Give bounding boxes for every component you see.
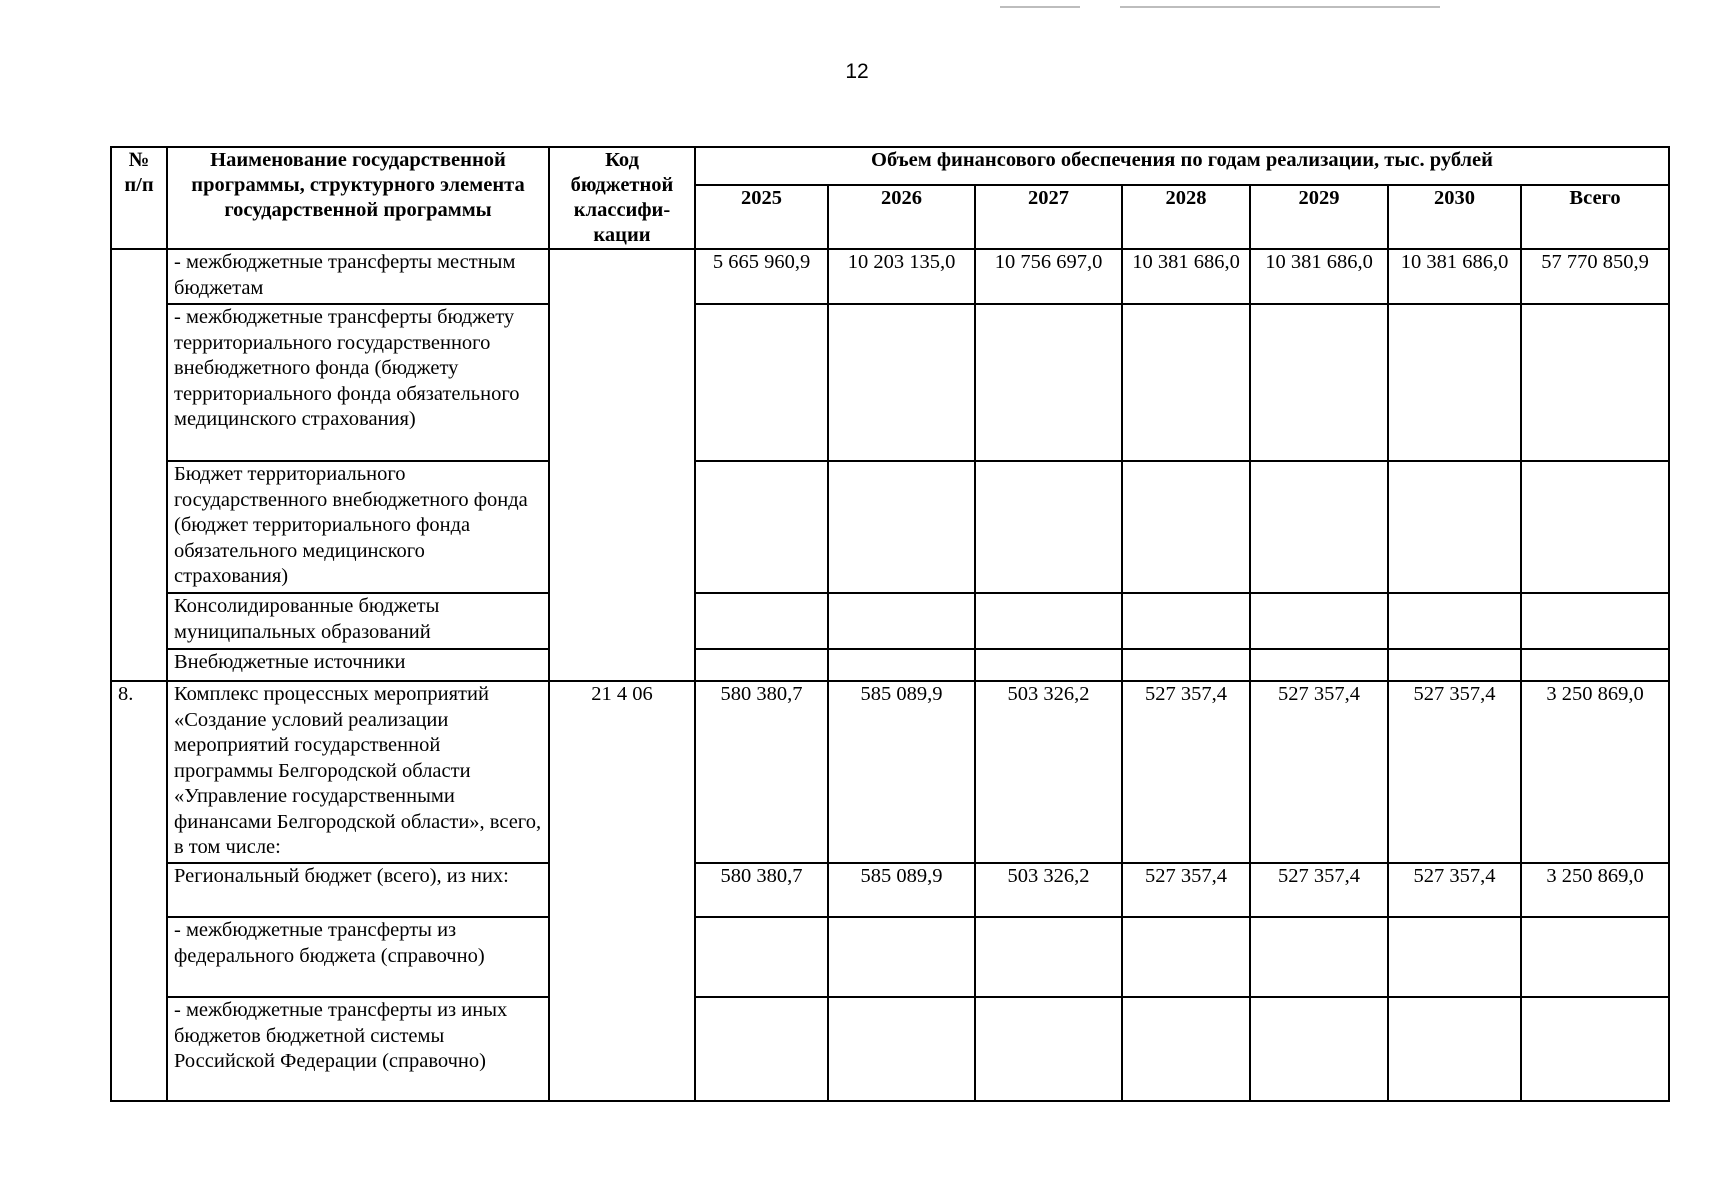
value-cell xyxy=(1122,649,1250,681)
row-name-cell: - межбюджетные трансферты местным бюджетам xyxy=(167,249,549,304)
value-cell: 10 203 135,0 xyxy=(828,249,975,304)
value-cell xyxy=(828,304,975,461)
value-cell: 57 770 850,9 xyxy=(1521,249,1669,304)
table-row xyxy=(111,917,1669,997)
row-name-cell: Консолидированные бюджеты муниципальных образований xyxy=(167,593,549,649)
table-row xyxy=(111,649,1669,681)
value-cell: 5 665 960,9 xyxy=(695,249,828,304)
value-cell xyxy=(1388,461,1521,593)
row-name-cell: - межбюджетные трансферты из иных бюджетов бюджетной системы Российской Федерации (справочно) xyxy=(167,997,549,1101)
value-cell xyxy=(1250,649,1388,681)
value-cell: 503 326,2 xyxy=(975,863,1122,917)
scan-artifact-line xyxy=(1120,6,1440,8)
value-cell xyxy=(975,649,1122,681)
header-year: 2027 xyxy=(975,185,1122,249)
row-num-cell xyxy=(111,249,167,681)
row-name-cell: - межбюджетные трансферты из федерального бюджета (справочно) xyxy=(167,917,549,997)
header-year: 2030 xyxy=(1388,185,1521,249)
value-cell xyxy=(1521,917,1669,997)
value-cell xyxy=(1521,461,1669,593)
value-cell: 503 326,2 xyxy=(975,681,1122,863)
value-cell: 10 381 686,0 xyxy=(1122,249,1250,304)
table-row xyxy=(111,461,1669,593)
value-cell: 527 357,4 xyxy=(1388,863,1521,917)
table-row xyxy=(111,249,1669,304)
row-code-cell: 21 4 06 xyxy=(549,681,695,1101)
table-row xyxy=(111,863,1669,917)
row-name-cell: Внебюджетные источники xyxy=(167,649,549,681)
value-cell xyxy=(1250,917,1388,997)
value-cell xyxy=(828,593,975,649)
header-year: 2029 xyxy=(1250,185,1388,249)
value-cell xyxy=(1388,593,1521,649)
value-cell: 527 357,4 xyxy=(1250,863,1388,917)
value-cell: 527 357,4 xyxy=(1388,681,1521,863)
value-cell: 3 250 869,0 xyxy=(1521,681,1669,863)
financing-table xyxy=(110,146,1670,1102)
value-cell: 527 357,4 xyxy=(1122,863,1250,917)
value-cell xyxy=(1521,304,1669,461)
value-cell xyxy=(1122,593,1250,649)
value-cell: 580 380,7 xyxy=(695,863,828,917)
header-year: 2026 xyxy=(828,185,975,249)
value-cell xyxy=(1521,649,1669,681)
value-cell xyxy=(1388,649,1521,681)
header-name: Наименование государственной программы, структурного элемента государственной программы xyxy=(167,147,549,249)
value-cell: 527 357,4 xyxy=(1250,681,1388,863)
header-num: № п/п xyxy=(111,147,167,249)
value-cell xyxy=(975,917,1122,997)
value-cell xyxy=(975,304,1122,461)
value-cell xyxy=(695,917,828,997)
value-cell xyxy=(695,649,828,681)
value-cell: 10 381 686,0 xyxy=(1250,249,1388,304)
value-cell xyxy=(1122,917,1250,997)
value-cell xyxy=(828,461,975,593)
page-number: 12 xyxy=(845,60,869,83)
value-cell xyxy=(975,593,1122,649)
value-cell xyxy=(828,997,975,1101)
value-cell: 585 089,9 xyxy=(828,863,975,917)
table-row xyxy=(111,997,1669,1101)
value-cell xyxy=(1122,997,1250,1101)
value-cell xyxy=(695,304,828,461)
value-cell xyxy=(1521,997,1669,1101)
row-num-cell: 8. xyxy=(111,681,167,1101)
header-volume: Объем финансового обеспечения по годам реализации, тыс. рублей xyxy=(695,147,1669,185)
table-row xyxy=(111,593,1669,649)
value-cell xyxy=(1388,917,1521,997)
value-cell xyxy=(695,997,828,1101)
value-cell xyxy=(975,997,1122,1101)
row-name-cell: Региональный бюджет (всего), из них: xyxy=(167,863,549,917)
value-cell xyxy=(1388,304,1521,461)
value-cell xyxy=(695,461,828,593)
value-cell xyxy=(1521,593,1669,649)
value-cell xyxy=(1250,593,1388,649)
value-cell xyxy=(1250,997,1388,1101)
value-cell xyxy=(1388,997,1521,1101)
header-year: 2028 xyxy=(1122,185,1250,249)
value-cell: 10 756 697,0 xyxy=(975,249,1122,304)
header-year: 2025 xyxy=(695,185,828,249)
value-cell xyxy=(1250,304,1388,461)
value-cell: 527 357,4 xyxy=(1122,681,1250,863)
table-row xyxy=(111,304,1669,461)
value-cell xyxy=(695,593,828,649)
row-name-cell: - межбюджетные трансферты бюджету территориального государственного внебюджетного фонда (бюджету территориального фонда обязательного медицинского страхования) xyxy=(167,304,549,461)
scan-artifact-line xyxy=(1000,6,1080,8)
header-row xyxy=(111,147,1669,185)
row-name-cell: Бюджет территориального государственного внебюджетного фонда (бюджет территориального фонда обязательного медицинского страхования) xyxy=(167,461,549,593)
value-cell: 580 380,7 xyxy=(695,681,828,863)
header-total: Всего xyxy=(1521,185,1669,249)
row-name-cell: Комплекс процессных мероприятий «Создание условий реализации мероприятий государственной программы Белгородской области «Управление государственными финансами Белгородской области», всего, в том числе: xyxy=(167,681,549,863)
value-cell xyxy=(1122,304,1250,461)
value-cell xyxy=(1250,461,1388,593)
value-cell: 585 089,9 xyxy=(828,681,975,863)
row-code-cell xyxy=(549,249,695,681)
header-code: Код бюджетной классифи- кации xyxy=(549,147,695,249)
value-cell xyxy=(975,461,1122,593)
value-cell xyxy=(828,917,975,997)
value-cell xyxy=(1122,461,1250,593)
table-row xyxy=(111,681,1669,863)
value-cell: 3 250 869,0 xyxy=(1521,863,1669,917)
value-cell: 10 381 686,0 xyxy=(1388,249,1521,304)
value-cell xyxy=(828,649,975,681)
